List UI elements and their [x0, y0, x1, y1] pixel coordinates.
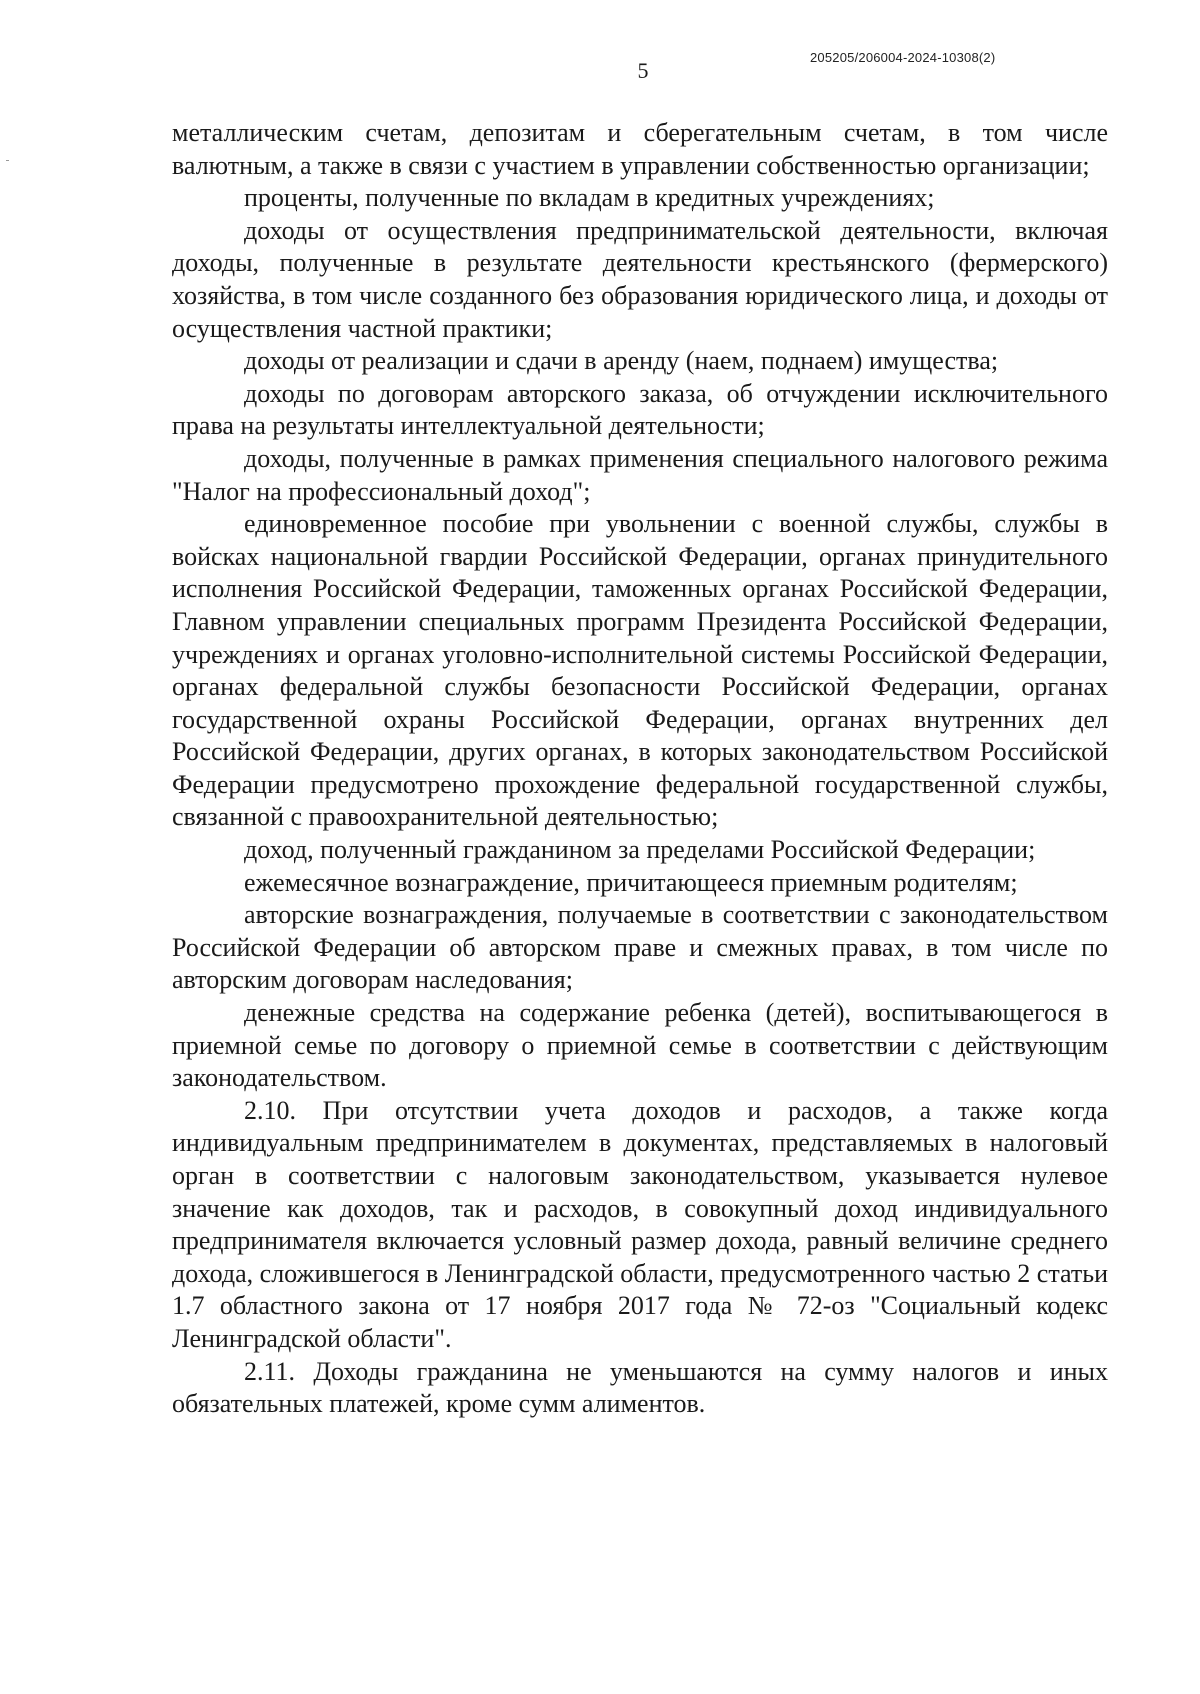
- paragraph: доходы от реализации и сдачи в аренду (наем, поднаем) имущества;: [244, 346, 999, 376]
- paragraph: металлическим счетам, депозитам и сберегательным счетам, в том числе валютным, а также в связи с участием в управлении собственностью организации;: [172, 118, 1108, 180]
- paragraph: доходы, полученные в рамках применения специального налогового режима "Налог на профессиональный доход";: [172, 443, 1108, 506]
- paragraph: доход, полученный гражданином за пределами Российской Федерации;: [244, 835, 1036, 865]
- paragraph-2-11: 2.11. Доходы гражданина не уменьшаются на сумму налогов и иных обязательных платежей, кроме сумм алиментов.: [172, 1356, 1108, 1419]
- paragraph-2-10: 2.10. При отсутствии учета доходов и расходов, а также когда индивидуальным предпринимателем в документах, представляемых в налоговый орган в соответствии с налоговым законодательством, указывается нулевое значение как доходов, так и расходов, в совокупный доход индивидуального предпринимателя включается условный размер дохода, равный величине среднего дохода, сложившегося в Ленинградской области, предусмотренного частью 2 статьи 1.7 областного закона от 17 ноября 2017 года № 72-оз "Социальный кодекс Ленинградской области".: [172, 1095, 1108, 1353]
- paragraph: ежемесячное вознаграждение, причитающееся приемным родителям;: [244, 867, 1018, 897]
- document-id: 205205/206004-2024-10308(2): [810, 50, 996, 65]
- page-number: 5: [637, 58, 649, 83]
- paragraph: доходы от осуществления предпринимательской деятельности, включая доходы, полученные в результате деятельности крестьянского (фермерского) хозяйства, в том числе созданного без образования юридического лица, и доходы от осуществления частной практики;: [172, 215, 1108, 343]
- paragraph: денежные средства на содержание ребенка (детей), воспитывающегося в приемной семье по договору о приемной семье в соответствии с действующим законодательством.: [172, 998, 1108, 1093]
- paragraph: проценты, полученные по вкладам в кредитных учреждениях;: [244, 183, 935, 213]
- paragraph: авторские вознаграждения, получаемые в соответствии с законодательством Российской Федерации об авторском праве и смежных правах, в том числе по авторским договорам наследования;: [172, 900, 1108, 995]
- paragraph: доходы по договорам авторского заказа, об отчуждении исключительного права на результаты интеллектуальной деятельности;: [172, 378, 1108, 441]
- scan-margin-mark: [6, 160, 9, 161]
- document-body: [172, 117, 1108, 1421]
- paragraph: единовременное пособие при увольнении с военной службы, службы в войсках национальной гвардии Российской Федерации, органах принудительного исполнения Российской Федерации, таможенных органах Российской Федерации, Главном управлении специальных программ Президента Российской Федерации, учреждениях и органах уголовно-исполнительной системы Российской Федерации, органах федеральной службы безопасности Российской Федерации, органах государственной охраны Российской Федерации, органах внутренних дел Российской Федерации, других органах, в которых законодательством Российской Федерации предусмотрено прохождение федеральной государственной службы, связанной с правоохранительной деятельностью;: [172, 509, 1108, 832]
